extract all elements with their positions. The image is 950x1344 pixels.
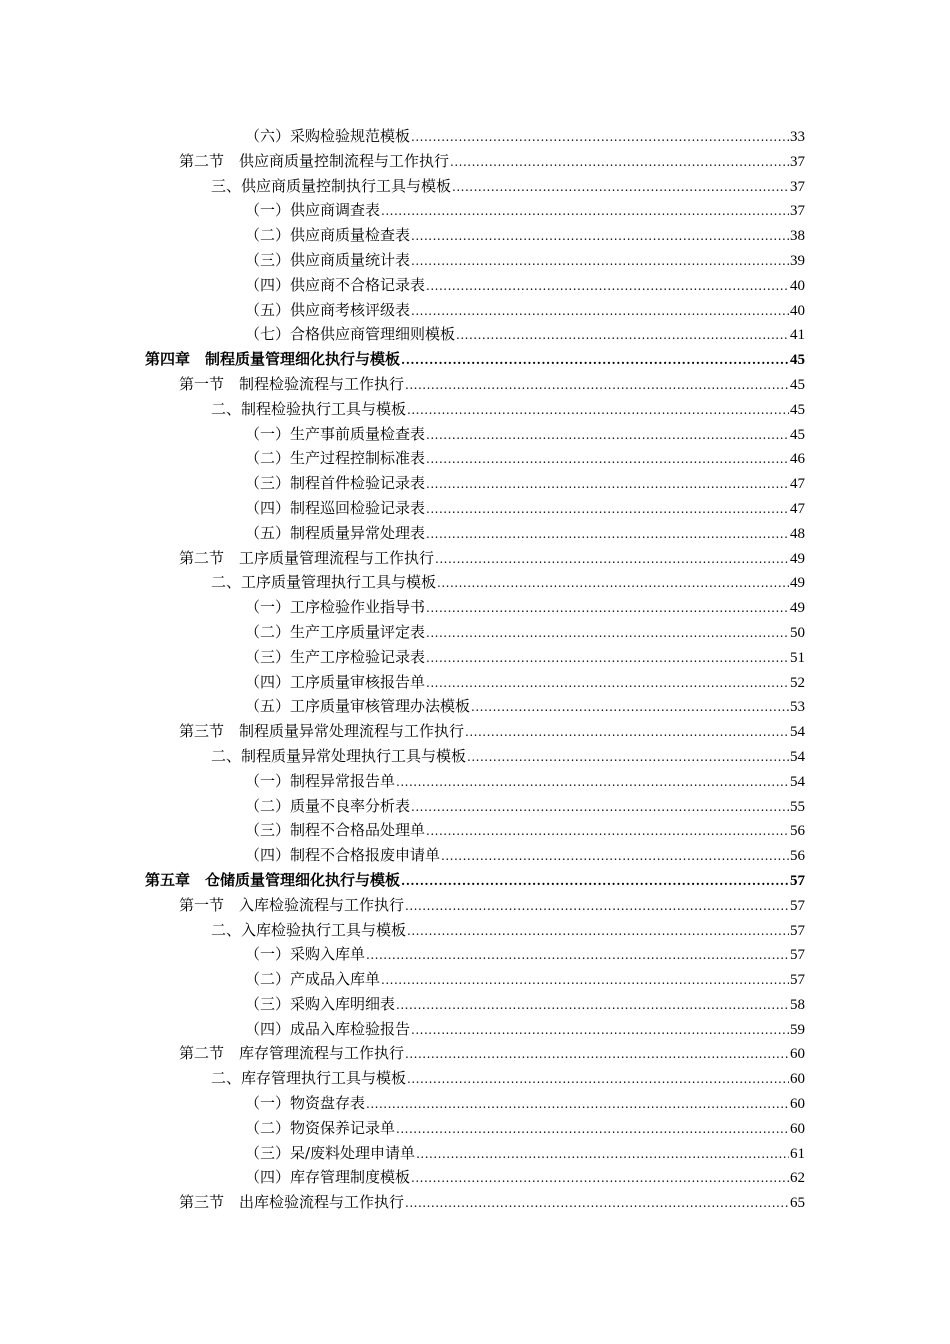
toc-dot-leader	[381, 968, 789, 993]
toc-page-number: 40	[790, 277, 805, 294]
toc-entry-title: （三）供应商质量统计表	[245, 250, 411, 269]
toc-entry-title: 第四章 制程质量管理细化执行与模板	[145, 350, 401, 369]
toc-dot-leader	[426, 497, 789, 522]
toc-entry[interactable]	[0, 818, 950, 843]
toc-page-number: 41	[790, 327, 805, 344]
toc-dot-leader	[426, 274, 789, 299]
toc-page-number: 45	[790, 426, 805, 443]
toc-entry-title: （四）供应商不合格记录表	[245, 275, 426, 294]
toc-page-number: 51	[790, 649, 805, 666]
toc-entry-title: （二）生产工序质量评定表	[245, 622, 426, 641]
toc-page-number: 45	[790, 401, 805, 418]
toc-page-number: 60	[790, 1120, 805, 1137]
toc-page-number: 52	[790, 674, 805, 691]
toc-dot-leader	[426, 522, 789, 547]
toc-entry-title: （二）供应商质量检查表	[245, 226, 411, 245]
toc-page-number: 37	[790, 203, 805, 220]
toc-dot-leader	[426, 646, 789, 671]
toc-entry[interactable]	[0, 372, 950, 397]
toc-dot-leader	[435, 547, 789, 572]
toc-page-number: 56	[790, 823, 805, 840]
toc-entry[interactable]	[0, 149, 950, 174]
toc-page-number: 56	[790, 848, 805, 865]
toc-dot-leader	[416, 1142, 789, 1167]
toc-entry-title: （四）工序质量审核报告单	[245, 672, 426, 691]
toc-dot-leader	[411, 1018, 789, 1043]
toc-page-number: 50	[790, 624, 805, 641]
toc-entry[interactable]	[0, 620, 950, 645]
toc-page-number: 55	[790, 798, 805, 815]
toc-page-number: 54	[790, 773, 805, 790]
toc-entry-title: （二）生产过程控制标准表	[245, 449, 426, 468]
toc-dot-leader	[471, 695, 789, 720]
toc-entry-title: （四）库存管理制度模板	[245, 1168, 411, 1187]
toc-page-number: 49	[790, 550, 805, 567]
toc-entry[interactable]	[0, 942, 950, 967]
toc-entry-title: （四）制程不合格报废申请单	[245, 846, 441, 865]
toc-entry-title: （四）成品入库检验报告	[245, 1019, 411, 1038]
toc-page-number: 48	[790, 525, 805, 542]
toc-page-number: 37	[790, 153, 805, 170]
toc-page-number: 62	[790, 1170, 805, 1187]
toc-entry-title: （二）质量不良率分析表	[245, 796, 411, 815]
toc-entry-title: （三）采购入库明细表	[245, 994, 396, 1013]
toc-entry[interactable]	[0, 992, 950, 1017]
toc-page-number: 33	[790, 129, 805, 145]
toc-entry-title: 第五章 仓储质量管理细化执行与模板	[145, 870, 401, 889]
toc-entry[interactable]	[0, 843, 950, 868]
toc-entry-title: （五）工序质量审核管理办法模板	[245, 697, 471, 716]
toc-page-number: 45	[790, 376, 805, 393]
toc-dot-leader	[450, 150, 789, 175]
toc-dot-leader	[396, 993, 789, 1018]
toc-entry-title: （一）制程异常报告单	[245, 771, 396, 790]
toc-entry[interactable]	[0, 446, 950, 471]
toc-entry-title: （三）生产工序检验记录表	[245, 647, 426, 666]
toc-entry[interactable]	[0, 719, 950, 744]
toc-dot-leader	[401, 348, 789, 373]
toc-entry[interactable]	[0, 918, 950, 943]
toc-dot-leader	[401, 869, 789, 894]
toc-dot-leader	[396, 1117, 789, 1142]
toc-entry[interactable]	[0, 397, 950, 422]
toc-entry[interactable]	[0, 1190, 950, 1215]
toc-entry[interactable]	[0, 1066, 950, 1091]
toc-entry[interactable]	[0, 570, 950, 595]
toc-dot-leader	[396, 770, 789, 795]
toc-entry[interactable]	[0, 124, 950, 149]
toc-entry[interactable]	[0, 422, 950, 447]
toc-entry-title: 三、供应商质量控制执行工具与模板	[211, 176, 452, 195]
toc-entry[interactable]	[0, 298, 950, 323]
toc-entry[interactable]	[0, 198, 950, 223]
toc-entry-title: 二、工序质量管理执行工具与模板	[211, 573, 437, 592]
toc-entry[interactable]	[0, 174, 950, 199]
toc-dot-leader	[441, 844, 789, 869]
toc-entry[interactable]	[0, 744, 950, 769]
toc-dot-leader	[366, 943, 789, 968]
toc-entry[interactable]	[0, 670, 950, 695]
toc-entry[interactable]	[0, 1091, 950, 1116]
toc-dot-leader	[411, 125, 789, 150]
toc-entry-title: （三）呆/废料处理申请单	[245, 1143, 416, 1162]
toc-entry[interactable]	[0, 1017, 950, 1042]
toc-page-number: 59	[790, 1021, 805, 1038]
toc-page-number: 57	[790, 922, 805, 939]
toc-dot-leader	[426, 671, 789, 696]
toc-page-number: 61	[790, 1145, 805, 1162]
toc-page-number: 57	[790, 872, 805, 889]
toc-entry-title: （二）产成品入库单	[245, 970, 381, 989]
toc-page-number: 57	[790, 897, 805, 914]
toc-entry-title: 第二节 供应商质量控制流程与工作执行	[179, 151, 450, 170]
toc-entry-title: 二、库存管理执行工具与模板	[211, 1069, 407, 1088]
toc-entry[interactable]	[0, 546, 950, 571]
toc-dot-leader	[411, 249, 789, 274]
toc-entry[interactable]	[0, 496, 950, 521]
toc-dot-leader	[437, 571, 789, 596]
toc-page-number: 45	[790, 352, 805, 369]
toc-entry[interactable]	[0, 868, 950, 893]
toc-entry[interactable]	[0, 322, 950, 347]
toc-page-number: 58	[790, 996, 805, 1013]
toc-entry[interactable]	[0, 794, 950, 819]
toc-dot-leader	[452, 175, 789, 200]
toc-dot-leader	[411, 224, 789, 249]
toc-page-number: 37	[790, 178, 805, 195]
toc-dot-leader	[405, 1042, 789, 1067]
toc-entry-title: （一）供应商调查表	[245, 201, 381, 220]
toc-dot-leader	[381, 199, 789, 224]
toc-entry-title: （一）物资盘存表	[245, 1094, 366, 1113]
toc-dot-leader	[426, 621, 789, 646]
toc-dot-leader	[405, 373, 789, 398]
toc-entry[interactable]	[0, 248, 950, 273]
toc-dot-leader	[407, 919, 789, 944]
toc-page-number: 47	[790, 500, 805, 517]
toc-dot-leader	[426, 596, 789, 621]
toc-entry[interactable]	[0, 1116, 950, 1141]
toc-entry[interactable]	[0, 347, 950, 372]
toc-entry-title: （二）物资保养记录单	[245, 1118, 396, 1137]
toc-entry[interactable]	[0, 769, 950, 794]
toc-entry-title: 二、入库检验执行工具与模板	[211, 920, 407, 939]
toc-entry-title: 第二节 工序质量管理流程与工作执行	[179, 548, 435, 567]
toc-entry-title: （五）供应商考核评级表	[245, 300, 411, 319]
toc-entry-title: 第二节 库存管理流程与工作执行	[179, 1044, 405, 1063]
toc-dot-leader	[426, 819, 789, 844]
toc-dot-leader	[426, 447, 789, 472]
toc-entry-title: （三）制程不合格品处理单	[245, 821, 426, 840]
toc-entry-title: （五）制程质量异常处理表	[245, 523, 426, 542]
toc-entry[interactable]	[0, 273, 950, 298]
toc-entry-title: 第三节 制程质量异常处理流程与工作执行	[179, 722, 465, 741]
toc-page-number: 57	[790, 947, 805, 964]
toc-entry[interactable]	[0, 1165, 950, 1190]
toc-dot-leader	[426, 472, 789, 497]
toc-entry[interactable]	[0, 521, 950, 546]
toc-page-number: 39	[790, 252, 805, 269]
toc-entry[interactable]	[0, 893, 950, 918]
toc-dot-leader	[405, 894, 789, 919]
toc-dot-leader	[465, 720, 789, 745]
toc-entry[interactable]	[0, 694, 950, 719]
toc-page-number: 40	[790, 302, 805, 319]
toc-dot-leader	[426, 423, 789, 448]
toc-dot-leader	[407, 1067, 789, 1092]
toc-page-number: 54	[790, 748, 805, 765]
toc-page-number: 53	[790, 699, 805, 716]
toc-entry-title: 第一节 制程检验流程与工作执行	[179, 374, 405, 393]
toc-page-number: 38	[790, 228, 805, 245]
table-of-contents	[0, 124, 950, 1215]
toc-entry-title: （一）采购入库单	[245, 945, 366, 964]
toc-page-number: 65	[790, 1195, 805, 1212]
toc-entry-title: （三）制程首件检验记录表	[245, 474, 426, 493]
toc-page-number: 60	[790, 1046, 805, 1063]
toc-entry-title: （一）生产事前质量检查表	[245, 424, 426, 443]
toc-entry[interactable]	[0, 595, 950, 620]
toc-dot-leader	[411, 299, 789, 324]
toc-dot-leader	[405, 1191, 789, 1216]
toc-page-number: 54	[790, 724, 805, 741]
toc-entry-title: 第三节 出库检验流程与工作执行	[179, 1193, 405, 1212]
toc-entry-title: （四）制程巡回检验记录表	[245, 498, 426, 517]
toc-entry-title: 第一节 入库检验流程与工作执行	[179, 895, 405, 914]
toc-page-number: 60	[790, 1096, 805, 1113]
toc-dot-leader	[407, 398, 789, 423]
toc-dot-leader	[467, 745, 789, 770]
toc-page-number: 49	[790, 600, 805, 617]
toc-dot-leader	[456, 323, 789, 348]
toc-page-number: 60	[790, 1071, 805, 1088]
toc-dot-leader	[411, 795, 789, 820]
toc-entry[interactable]	[0, 967, 950, 992]
toc-page-number: 49	[790, 575, 805, 592]
toc-entry-title: （七）合格供应商管理细则模板	[245, 325, 456, 344]
toc-entry[interactable]	[0, 1141, 950, 1166]
toc-entry[interactable]	[0, 471, 950, 496]
toc-dot-leader	[411, 1166, 789, 1191]
toc-entry-title: 二、制程质量异常处理执行工具与模板	[211, 746, 467, 765]
toc-dot-leader	[366, 1092, 789, 1117]
toc-entry-title: （一）工序检验作业指导书	[245, 598, 426, 617]
toc-entry[interactable]	[0, 645, 950, 670]
toc-page-number: 47	[790, 476, 805, 493]
toc-entry[interactable]	[0, 223, 950, 248]
toc-entry[interactable]	[0, 1041, 950, 1066]
toc-entry-title: （六）采购检验规范模板	[245, 127, 411, 145]
toc-entry-title: 二、制程检验执行工具与模板	[211, 399, 407, 418]
toc-page-number: 46	[790, 451, 805, 468]
toc-page-number: 57	[790, 972, 805, 989]
